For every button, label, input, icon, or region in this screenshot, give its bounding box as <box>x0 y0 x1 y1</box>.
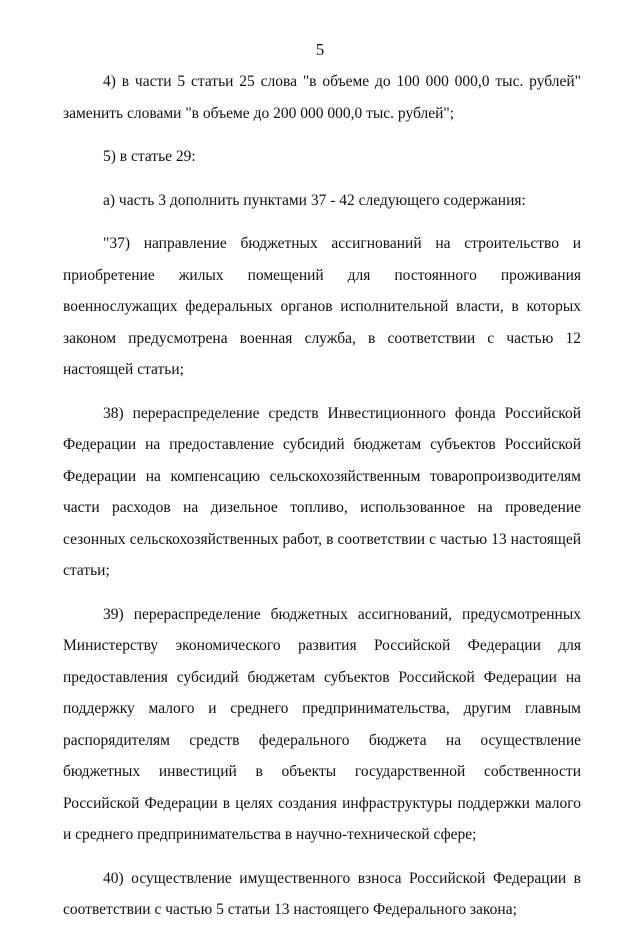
paragraph-point-38: 38) перераспределение средств Инвестиционного фонда Российской Федерации на предоставление субсидий бюджетам субъектов Российской Федерации на компенсацию сельскохозяйственным товаропроизводителям части расходов на дизельное топливо, использованное на проведение сезонных сельскохозяйственных работ, в соответствии с частью 13 настоящей статьи; <box>63 404 581 579</box>
page-number: 5 <box>315 40 325 59</box>
document-body <box>63 66 581 926</box>
paragraph-item-5: 5) в статье 29: <box>103 148 196 165</box>
paragraph-subitem-a: а) часть 3 дополнить пунктами 37 - 42 следующего содержания: <box>103 191 526 209</box>
paragraph-point-40: 40) осуществление имущественного взноса Российской Федерации в соответствии с частью 5 статьи 13 настоящего Федерального закона; <box>63 869 581 918</box>
paragraph-point-39: 39) перераспределение бюджетных ассигнований, предусмотренных Министерству экономического развития Российской Федерации для предоставления субсидий бюджетам субъектов Российской Федерации на поддержку малого и среднего предпринимательства, другим главным распорядителям средств федерального бюджета на осуществление бюджетных инвестиций в объекты государственной собственности Российской Федерации в целях создания инфраструктуры поддержки малого и среднего предпринимательства в научно-технической сфере; <box>63 605 581 843</box>
paragraph-point-37: "37) направление бюджетных ассигнований на строительство и приобретение жилых помещений для постоянного проживания военнослужащих федеральных органов исполнительной власти, в которых законом предусмотрена военная служба, в соответствии с частью 12 настоящей статьи; <box>63 235 581 378</box>
paragraph-item-4: 4) в части 5 статьи 25 слова "в объеме до 100 000 000,0 тыс. рублей" заменить словами "в объеме до 200 000 000,0 тыс. рублей"; <box>63 73 581 122</box>
